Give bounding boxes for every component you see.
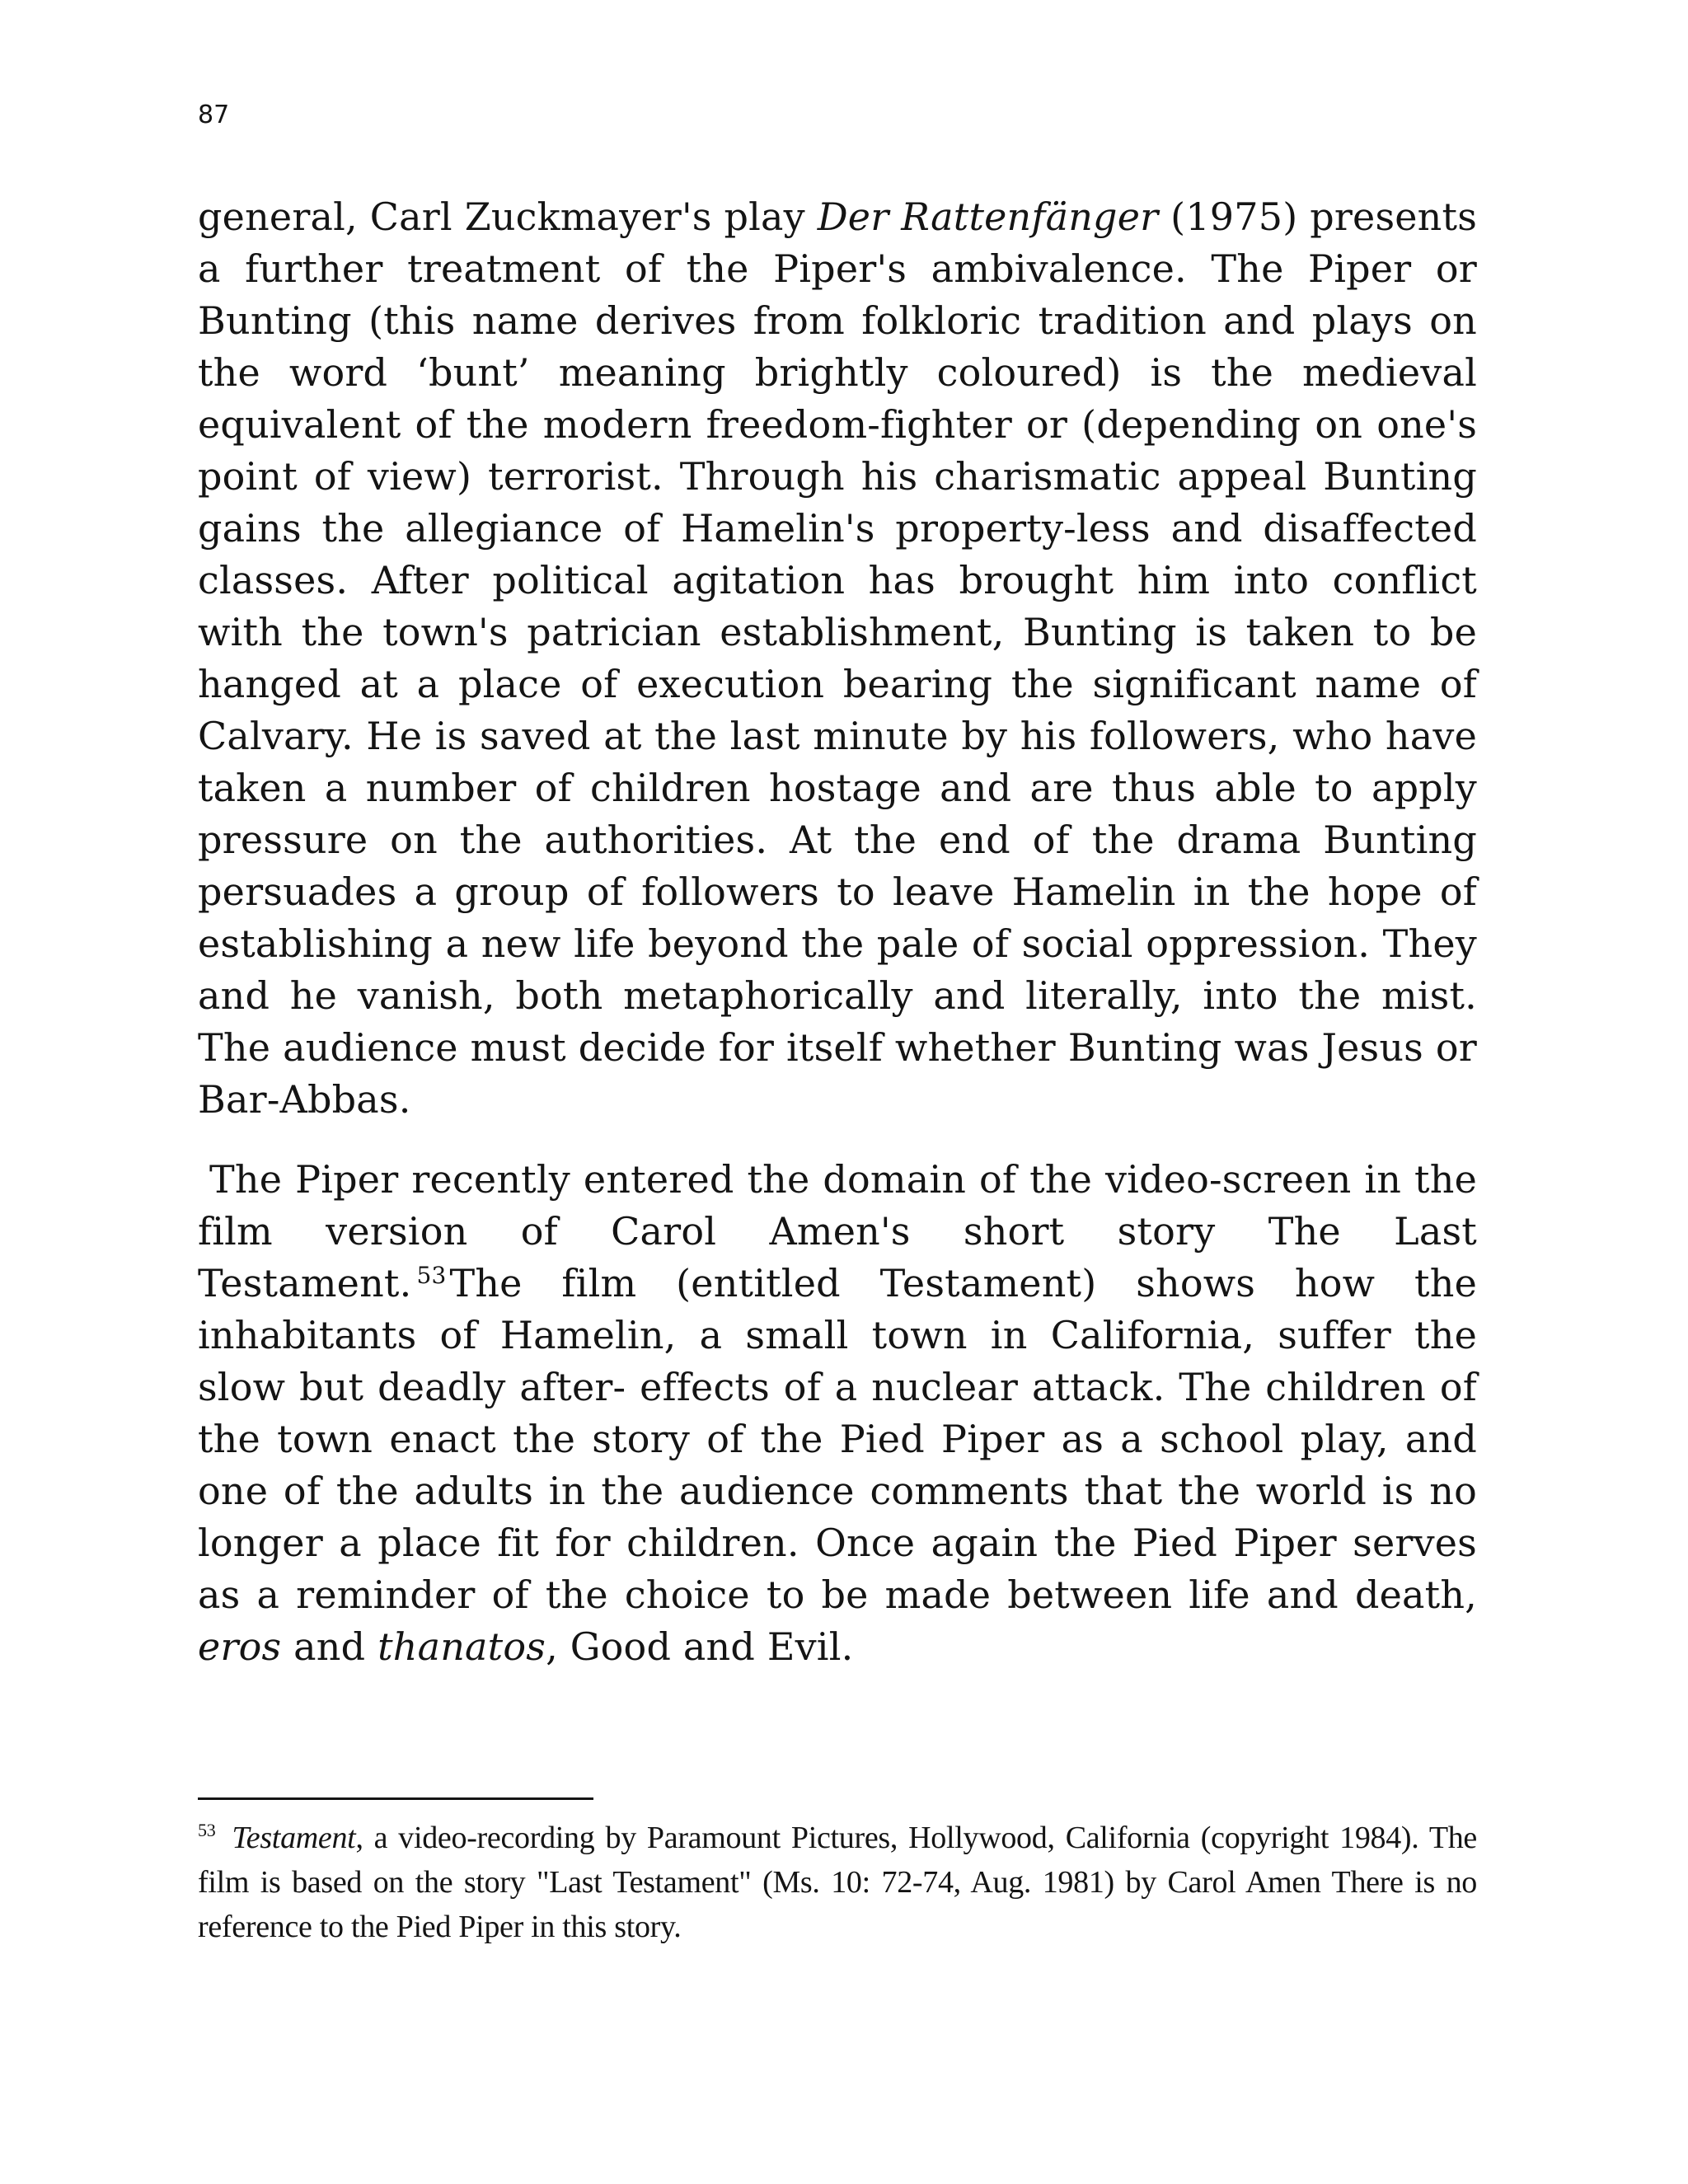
paragraph-1-text-b: (1975) presents a further treatment of the Piper's ambivalence. The Piper or Bunting (this name derives from folkloric tradition and plays on the word ‘bunt’ meaning brightly coloured) is the medieval equivalent of the modern freedom-fighter or (depending on one's point of view) terrorist. Through his charismatic appeal Bunting gains the allegiance of Hamelin's property-less and disaffected classes. After political agitation has brought him into conflict with the town's patrician establishment, Bunting is taken to be hanged at a place of execution bearing the significant name of Calvary. He is saved at the last minute by his followers, who have taken a number of children hostage and are thus able to apply pressure on the authorities. At the end of the drama Bunting persuades a group of followers to leave Hamelin in the hope of establishing a new life beyond the pale of social oppression. They and he vanish, both metaphorically and literally, into the mist. The audience must decide for itself whether Bunting was Jesus or Bar-Abbas. bbox=[198, 194, 1477, 1122]
footnote-mark: 53 bbox=[198, 1820, 216, 1840]
term-thanatos: thanatos bbox=[377, 1624, 546, 1669]
term-eros: eros bbox=[198, 1624, 282, 1669]
footnote-53 bbox=[198, 1816, 1477, 1949]
main-body-text bbox=[198, 191, 1477, 1673]
paragraph-2-text-b: The film (entitled Testament) shows how the inhabitants of Hamelin, a small town in California, suffer the slow but deadly after- effects of a nuclear attack. The children of the town enact the story of the Pied Piper as a school play, and one of the adults in the audience comments that the world is no longer a place fit for children. Once again the Pied Piper serves as a reminder of the choice to be made between life and death, bbox=[198, 1261, 1477, 1617]
paragraph-2-text-a: The Piper recently entered the domain of the video-screen in the film version of Carol Amen's short story The Last Testament. bbox=[198, 1157, 1477, 1305]
paragraph-zuckmayer-play bbox=[198, 191, 1477, 1126]
paragraph-testament-film bbox=[198, 1154, 1477, 1673]
footnote-text: , a video-recording by Paramount Pictures, Hollywood, California (copyright 1984). The film is based on the story "Last Testament" (Ms. 10: 72-74, Aug. 1981) by Carol Amen There is no reference to the Pied Piper in this story. bbox=[198, 1821, 1477, 1944]
play-title-der-rattenfaenger: Der Rattenfänger bbox=[817, 194, 1159, 239]
page-number: 87 bbox=[198, 101, 230, 129]
paragraph-2-text-c: and bbox=[281, 1624, 378, 1669]
paragraph-2-text-d: , Good and Evil. bbox=[546, 1624, 854, 1669]
footnote-reference-53[interactable]: 53 bbox=[416, 1262, 447, 1289]
paragraph-1-text-a: general, Carl Zuckmayer's play bbox=[198, 194, 818, 239]
footnote-separator bbox=[198, 1797, 593, 1800]
footnote-title-testament: Testament bbox=[232, 1821, 356, 1855]
